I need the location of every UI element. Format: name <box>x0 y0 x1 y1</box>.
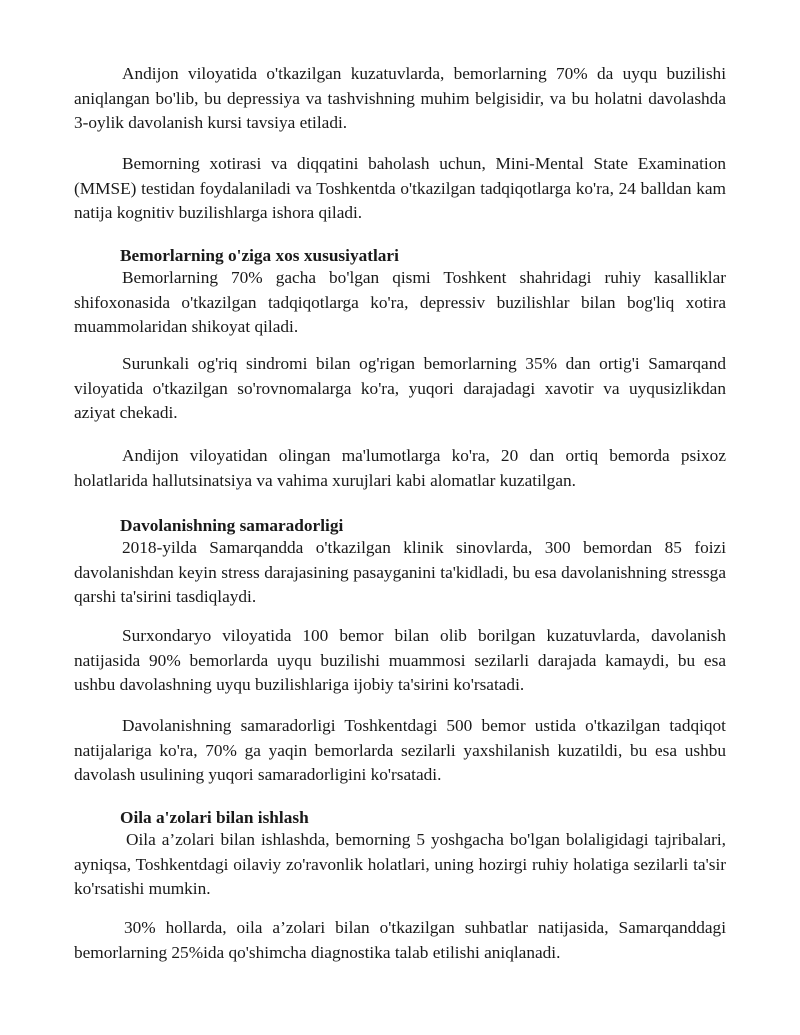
paragraph-psychosis-symptoms: Andijon viloyatidan olingan ma'lumotlarga ko'ra, 20 dan ortiq bemorda psixoz holatlarida hallutsinatsiya va vahima xurujlari kabi alomatlar kuzatilgan. <box>74 446 726 490</box>
paragraph-tashkent-results: Davolanishning samaradorligi Toshkentdagi 500 bemor ustida o'tkazilgan tadqiqot natijalariga ko'ra, 70% ga yaqin bemorlarda sezilarli yaxshilanish kuzatildi, bu esa ushbu davolash usulining yuqori samaradorligini ko'rsatadi. <box>74 716 726 784</box>
section-heading-patient-features: Bemorlarning o'ziga xos xususiyatlari <box>120 246 399 265</box>
section-heading-treatment-efficacy: Davolanishning samaradorligi <box>120 516 344 535</box>
paragraph-clinical-trials-2018: 2018-yilda Samarqandda o'tkazilgan klinik sinovlarda, 300 bemordan 85 foizi davolanishdan keyin stress darajasining pasayganini ta'kidladi, bu esa davolanishning stressga qarshi ta'sirini tasdiqlaydi. <box>74 538 726 606</box>
paragraph-family-interviews: 30% hollarda, oila a’zolari bilan o'tkazilgan suhbatlar natijasida, Samarqanddagi bemorlarning 25%ida qo'shimcha diagnostika talab etilishi aniqlanadi. <box>74 918 726 962</box>
paragraph-childhood-experience: Oila a’zolari bilan ishlashda, bemorning 5 yoshgacha bo'lgan bolaligidagi tajribalari, ayniqsa, Toshkentdagi oilaviy zo'ravonlik holatlari, uning hozirgi ruhiy holatiga sezilarli ta'sir ko'rsatishi mumkin. <box>74 830 726 898</box>
section-heading-family-work: Oila a'zolari bilan ishlash <box>120 808 309 827</box>
paragraph-memory-complaints: Bemorlarning 70% gacha bo'lgan qismi Toshkent shahridagi ruhiy kasalliklar shifoxonasida o'tkazilgan tadqiqotlarga ko'ra, depressiv buzilishlar bilan bog'liq xotira muammolaridan shikoyat qiladi. <box>74 268 726 336</box>
paragraph-surxondaryo-sleep: Surxondaryo viloyatida 100 bemor bilan olib borilgan kuzatuvlarda, davolanish natijasida 90% bemorlarda uyqu buzilishi muammosi sezilarli darajada kamaydi, bu esa ushbu davolashning uyqu buzilishlariga ijobiy ta'sirini ko'rsatadi. <box>74 626 726 694</box>
paragraph-insomnia-andijon: Andijon viloyatida o'tkazilgan kuzatuvlarda, bemorlarning 70% da uyqu buzilishi aniqlangan bo'lib, bu depressiya va tashvishning muhim belgisidir, va bu holatni davolashda 3-oylik davolanish kursi tavsiya etiladi. <box>74 64 726 132</box>
paragraph-mmse-assessment: Bemorning xotirasi va diqqatini baholash uchun, Mini-Mental State Examination (MMSE) testidan foydalaniladi va Toshkentda o'tkazilgan tadqiqotlarga ko'ra, 24 balldan kam natija kognitiv buzilishlarga ishora qiladi. <box>74 154 726 222</box>
paragraph-chronic-pain: Surunkali og'riq sindromi bilan og'rigan bemorlarning 35% dan ortig'i Samarqand viloyatida o'tkazilgan so'rovnomalarga ko'ra, yuqori darajadagi xavotir va uyqusizlikdan aziyat chekadi. <box>74 354 726 422</box>
